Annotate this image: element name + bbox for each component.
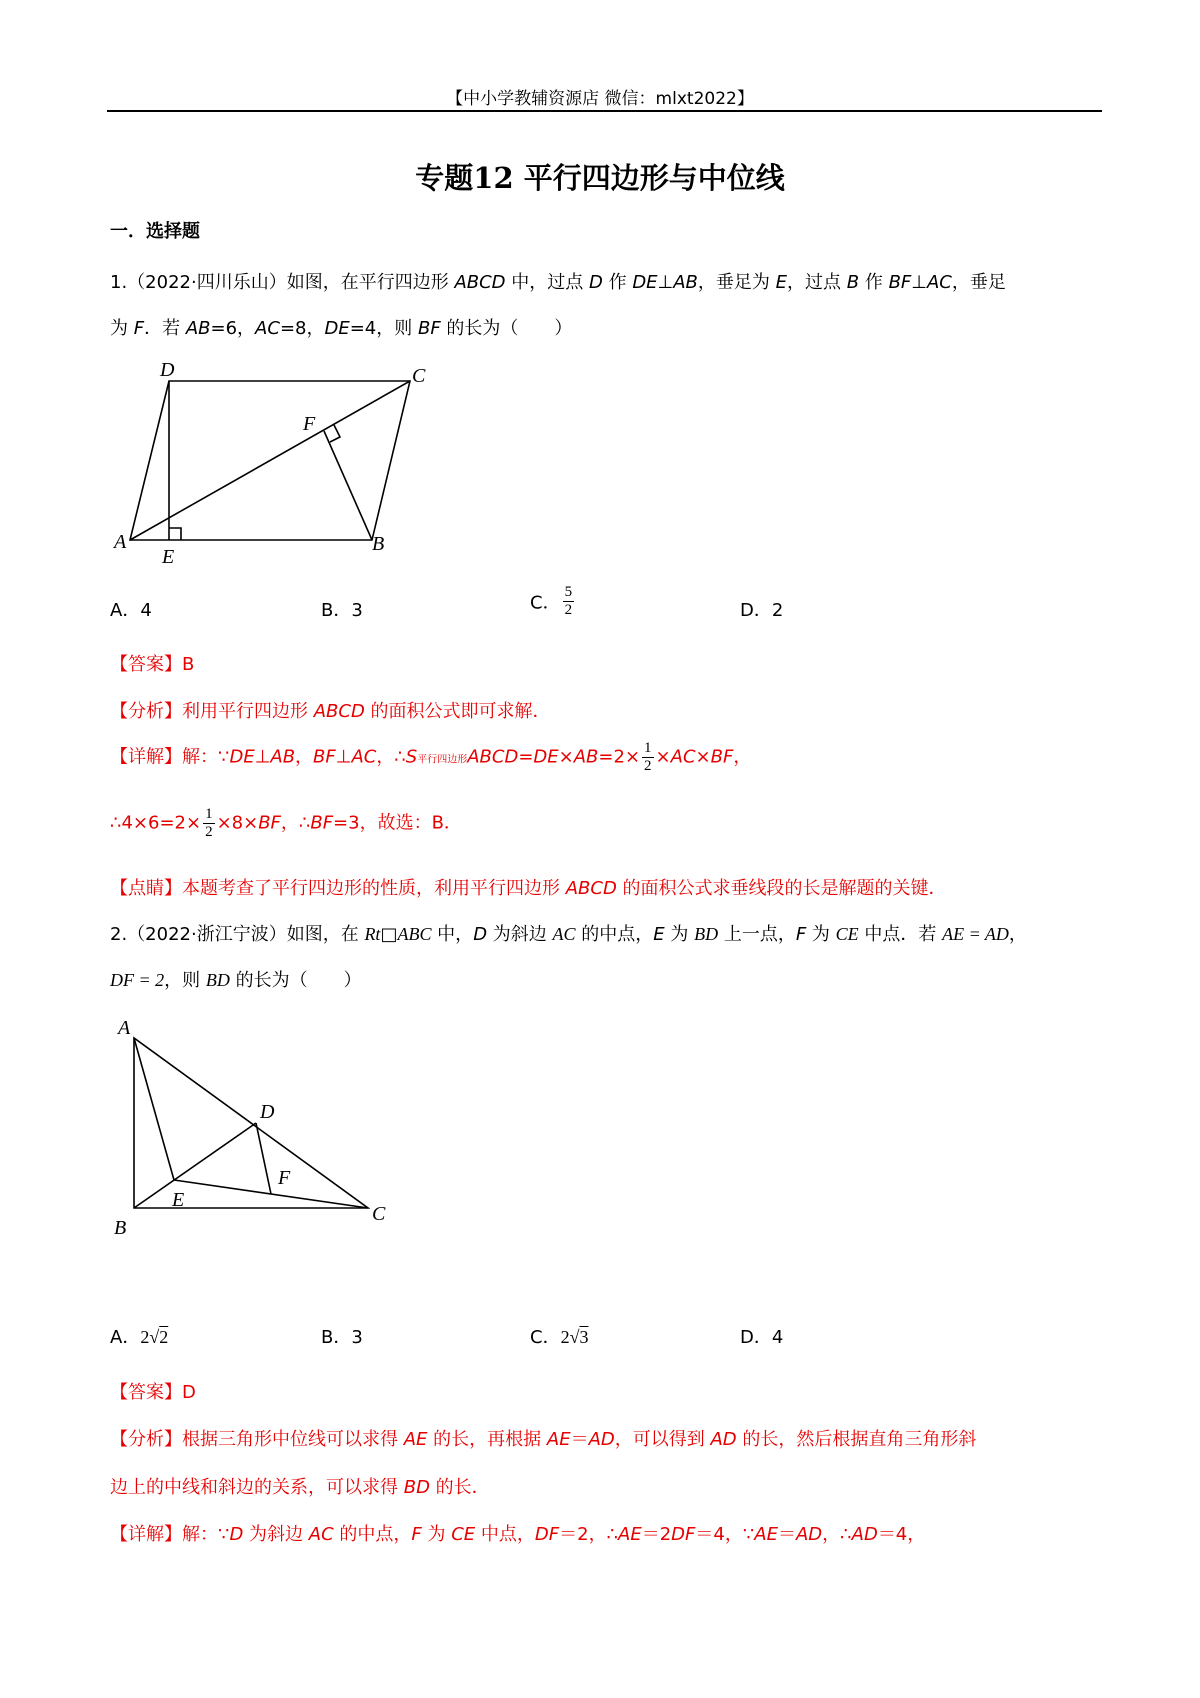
text-segment: □ [380,924,398,945]
text-segment: 中点．若 [858,924,943,945]
q1-analysis [110,697,551,723]
label-f: F [303,413,316,435]
text-segment: ＝4，∵ [695,1524,755,1545]
text-segment: ABCD [467,746,519,768]
label-e: E [162,546,175,568]
text-segment: AD [851,1524,878,1545]
q1-detail-line2 [110,806,462,841]
text-segment: ，垂足为 [697,272,776,293]
text-segment: 的长，再根据 [427,1429,547,1450]
text-segment: Rt [364,924,381,944]
text-segment: 2 [205,824,213,840]
text-segment: 利用平行四边形 [182,701,314,722]
text-segment: E [653,924,665,945]
text-segment: E [775,272,788,293]
label-e: E [172,1189,185,1211]
text-segment: 1 [644,740,652,756]
text-segment: BD [403,1477,430,1498]
text-segment: × [558,746,574,768]
segment-bd [134,1123,256,1208]
text-segment: BF [313,746,336,768]
q1-figure-parallelogram [110,360,430,570]
text-segment: DF = 2 [110,970,165,990]
text-segment: C． [530,1327,561,1348]
label-a: A [118,1017,131,1039]
text-segment: =2× [598,746,641,768]
text-segment: =6， [210,318,256,339]
text-segment: 1.（2022·四川乐山）如图，在平行四边形 [110,272,455,293]
q1-option-a: A．4 [110,600,152,621]
right-angle-mark-f [330,425,340,442]
text-segment: AC [308,1524,334,1545]
q1-option-d: D．2 [740,600,784,621]
text-segment: CE [451,1524,476,1545]
text-segment: =4，则 [349,318,418,339]
text-segment: BF [310,812,334,834]
text-segment: ∴4×6=2× [110,812,202,834]
text-segment: ＝2，∴ [559,1524,619,1545]
text-segment: DE [632,272,658,293]
text-segment: AE [546,1429,571,1450]
text-segment: √ [149,1327,160,1347]
text-segment: 为 [110,318,134,339]
text-segment: 【分析】 [110,701,182,722]
q1-option-c [530,584,576,619]
q2-stem-line1 [110,920,1027,946]
text-segment: DF [534,1524,560,1545]
label-b: B [372,533,385,555]
text-segment: S [405,746,418,768]
q1-stem-line1 [110,268,1006,294]
perpendicular-bf [324,431,372,540]
text-segment: D [473,924,488,945]
text-segment: D [182,1382,196,1403]
text-segment: × [695,746,711,768]
q2-analysis-line1 [110,1425,976,1451]
text-segment: = [518,746,534,768]
header-rule [107,110,1102,112]
text-segment: ，∴ [376,746,406,768]
text-segment: BD [205,970,230,990]
text-segment: 2 [159,1327,169,1347]
text-segment: =8， [279,318,325,339]
text-segment: 【答案】 [110,654,182,675]
text-segment: ＝4， [877,1524,926,1545]
text-segment: =3，故选：B． [333,812,462,834]
text-segment: 的中点， [575,924,654,945]
text-segment: ＝2 [641,1524,672,1545]
segment-ae [134,1038,174,1180]
text-segment: AD [795,1524,823,1545]
text-segment: 中，过点 [505,272,589,293]
text-segment: AE [754,1524,778,1545]
text-segment: AE [618,1524,642,1545]
text-segment: 为 [421,1524,452,1545]
q1-option-b: B．3 [321,600,363,621]
q1-stem-line2 [110,314,572,340]
text-segment [203,806,215,841]
text-segment: F [133,318,145,339]
text-segment: AE [403,1429,428,1450]
text-segment: ABC [397,924,432,944]
q2-option-d: D．4 [740,1327,784,1348]
right-angle-mark-e [169,528,181,540]
text-segment: ．若 [144,318,186,339]
text-segment: ABCD [565,878,617,899]
q2-figure-right-triangle [110,1010,400,1240]
q2-analysis-line2 [110,1473,490,1499]
text-segment: 的长，然后根据直角三角形斜 [736,1429,977,1450]
q1-comment [110,874,947,900]
text-segment: ⊥ [335,746,352,768]
text-segment: B [846,272,860,293]
text-segment: 作 [859,272,889,293]
text-segment [563,584,575,619]
text-segment: 根据三角形中位线可以求得 [182,1429,404,1450]
label-a: A [114,531,127,553]
text-segment: BF [417,318,441,339]
label-d: D [160,359,175,381]
text-segment: DE [229,746,255,768]
label-b: B [114,1217,127,1239]
text-segment [642,740,654,775]
text-segment: 的面积公式求垂线段的长是解题的关键． [616,878,947,899]
text-segment: ，则 [164,970,206,991]
text-segment: 5 [564,584,573,600]
text-segment: D [229,1524,244,1545]
text-segment: 的长为（ ） [440,318,573,339]
text-segment: DE [324,318,350,339]
text-segment: AE = AD [942,924,1009,944]
text-segment: AB [573,746,599,768]
q2-stem-line2 [110,966,362,992]
text-segment: ⊥ [911,272,927,293]
text-segment: 中， [431,924,474,945]
text-segment: BF [258,812,281,834]
text-segment: 2.（2022·浙江宁波）如图，在 [110,924,365,945]
text-segment: ABCD [313,701,365,722]
text-segment: 边上的中线和斜边的关系，可以求得 [110,1477,404,1498]
text-segment: ABCD [454,272,506,293]
text-segment: 2 [560,1327,570,1347]
text-segment: 中点， [475,1524,535,1545]
text-segment: 本题考查了平行四边形的性质，利用平行四边形 [182,878,566,899]
text-segment: CE [835,924,859,944]
segment-df [256,1123,271,1194]
text-segment: AD [710,1429,737,1450]
text-segment: ＝ [777,1524,796,1545]
text-segment: 的中点， [333,1524,412,1545]
text-segment: 【详解】 [110,746,182,768]
label-c: C [372,1203,386,1225]
text-segment: AB [270,746,296,768]
label-f: F [278,1167,291,1189]
text-segment: × [655,746,671,768]
text-segment: BF [888,272,912,293]
label-c: C [412,365,426,387]
text-segment: AC [670,746,696,768]
section-heading: 一．选择题 [110,221,200,242]
q1-answer [110,650,194,676]
text-segment: DE [533,746,559,768]
text-segment: 为斜边 [487,924,553,945]
text-segment: AC [351,746,377,768]
text-segment: 【详解】 [110,1524,182,1545]
q2-detail [110,1520,925,1546]
text-segment: ×8× [216,812,259,834]
text-segment: ，可以得到 [614,1429,711,1450]
text-segment: BD [694,924,719,944]
text-segment: ，过点 [787,272,847,293]
text-segment: 平行四边形 [417,754,468,766]
text-segment: 的长． [429,1477,490,1498]
text-segment: 的面积公式即可求解． [364,701,551,722]
text-segment: ， [733,746,752,768]
text-segment: 【答案】 [110,1382,182,1403]
q2-option-a [110,1323,168,1349]
q2-option-b: B．3 [321,1327,363,1348]
text-segment: AC [255,318,280,339]
text-segment: A． [110,1327,141,1348]
text-segment: 为 [806,924,836,945]
text-segment: ⊥ [657,272,674,293]
text-segment: 【分析】 [110,1429,182,1450]
text-segment: AC [926,272,952,293]
text-segment: AD [588,1429,615,1450]
text-segment: F [411,1524,422,1545]
text-segment: 为 [664,924,695,945]
triangle-abc [134,1038,368,1208]
text-segment: ＝ [570,1429,589,1450]
q2-option-c [530,1323,588,1349]
text-segment: 为斜边 [243,1524,309,1545]
text-segment: 上一点， [718,924,796,945]
text-segment: DF [671,1524,696,1545]
text-segment: ，∴ [280,812,311,834]
text-segment: ， [295,746,314,768]
text-segment: 的长为（ ） [229,970,362,991]
text-segment: ，垂足 [951,272,1006,293]
text-segment: AB [185,318,211,339]
diagonal-ac [130,381,410,540]
text-segment: BF [710,746,734,768]
page-header: 【中小学教辅资源店 微信：mlxt2022】 [446,89,754,109]
text-segment: 2 [644,758,652,774]
text-segment: ， [1008,924,1027,945]
text-segment: 【点睛】 [110,878,182,899]
text-segment: √ [569,1327,580,1347]
text-segment: AC [552,924,576,944]
label-d: D [260,1101,275,1123]
text-segment: ，∴ [822,1524,852,1545]
text-segment: D [588,272,603,293]
text-segment: ⊥ [254,746,271,768]
text-segment: 2 [564,602,573,618]
page-title: 专题12 平行四边形与中位线 [415,161,785,195]
text-segment: F [795,924,807,945]
text-segment: AB [673,272,698,293]
text-segment: 1 [205,806,213,822]
text-segment: 作 [602,272,633,293]
text-segment: 解：∵ [182,1524,230,1545]
text-segment: 解：∵ [182,746,230,768]
text-segment: B [182,654,195,675]
text-segment: 3 [579,1327,589,1347]
q2-answer [110,1378,196,1404]
text-segment: 2 [140,1327,150,1347]
text-segment: C． [530,592,561,614]
q1-detail-line1 [110,740,751,775]
